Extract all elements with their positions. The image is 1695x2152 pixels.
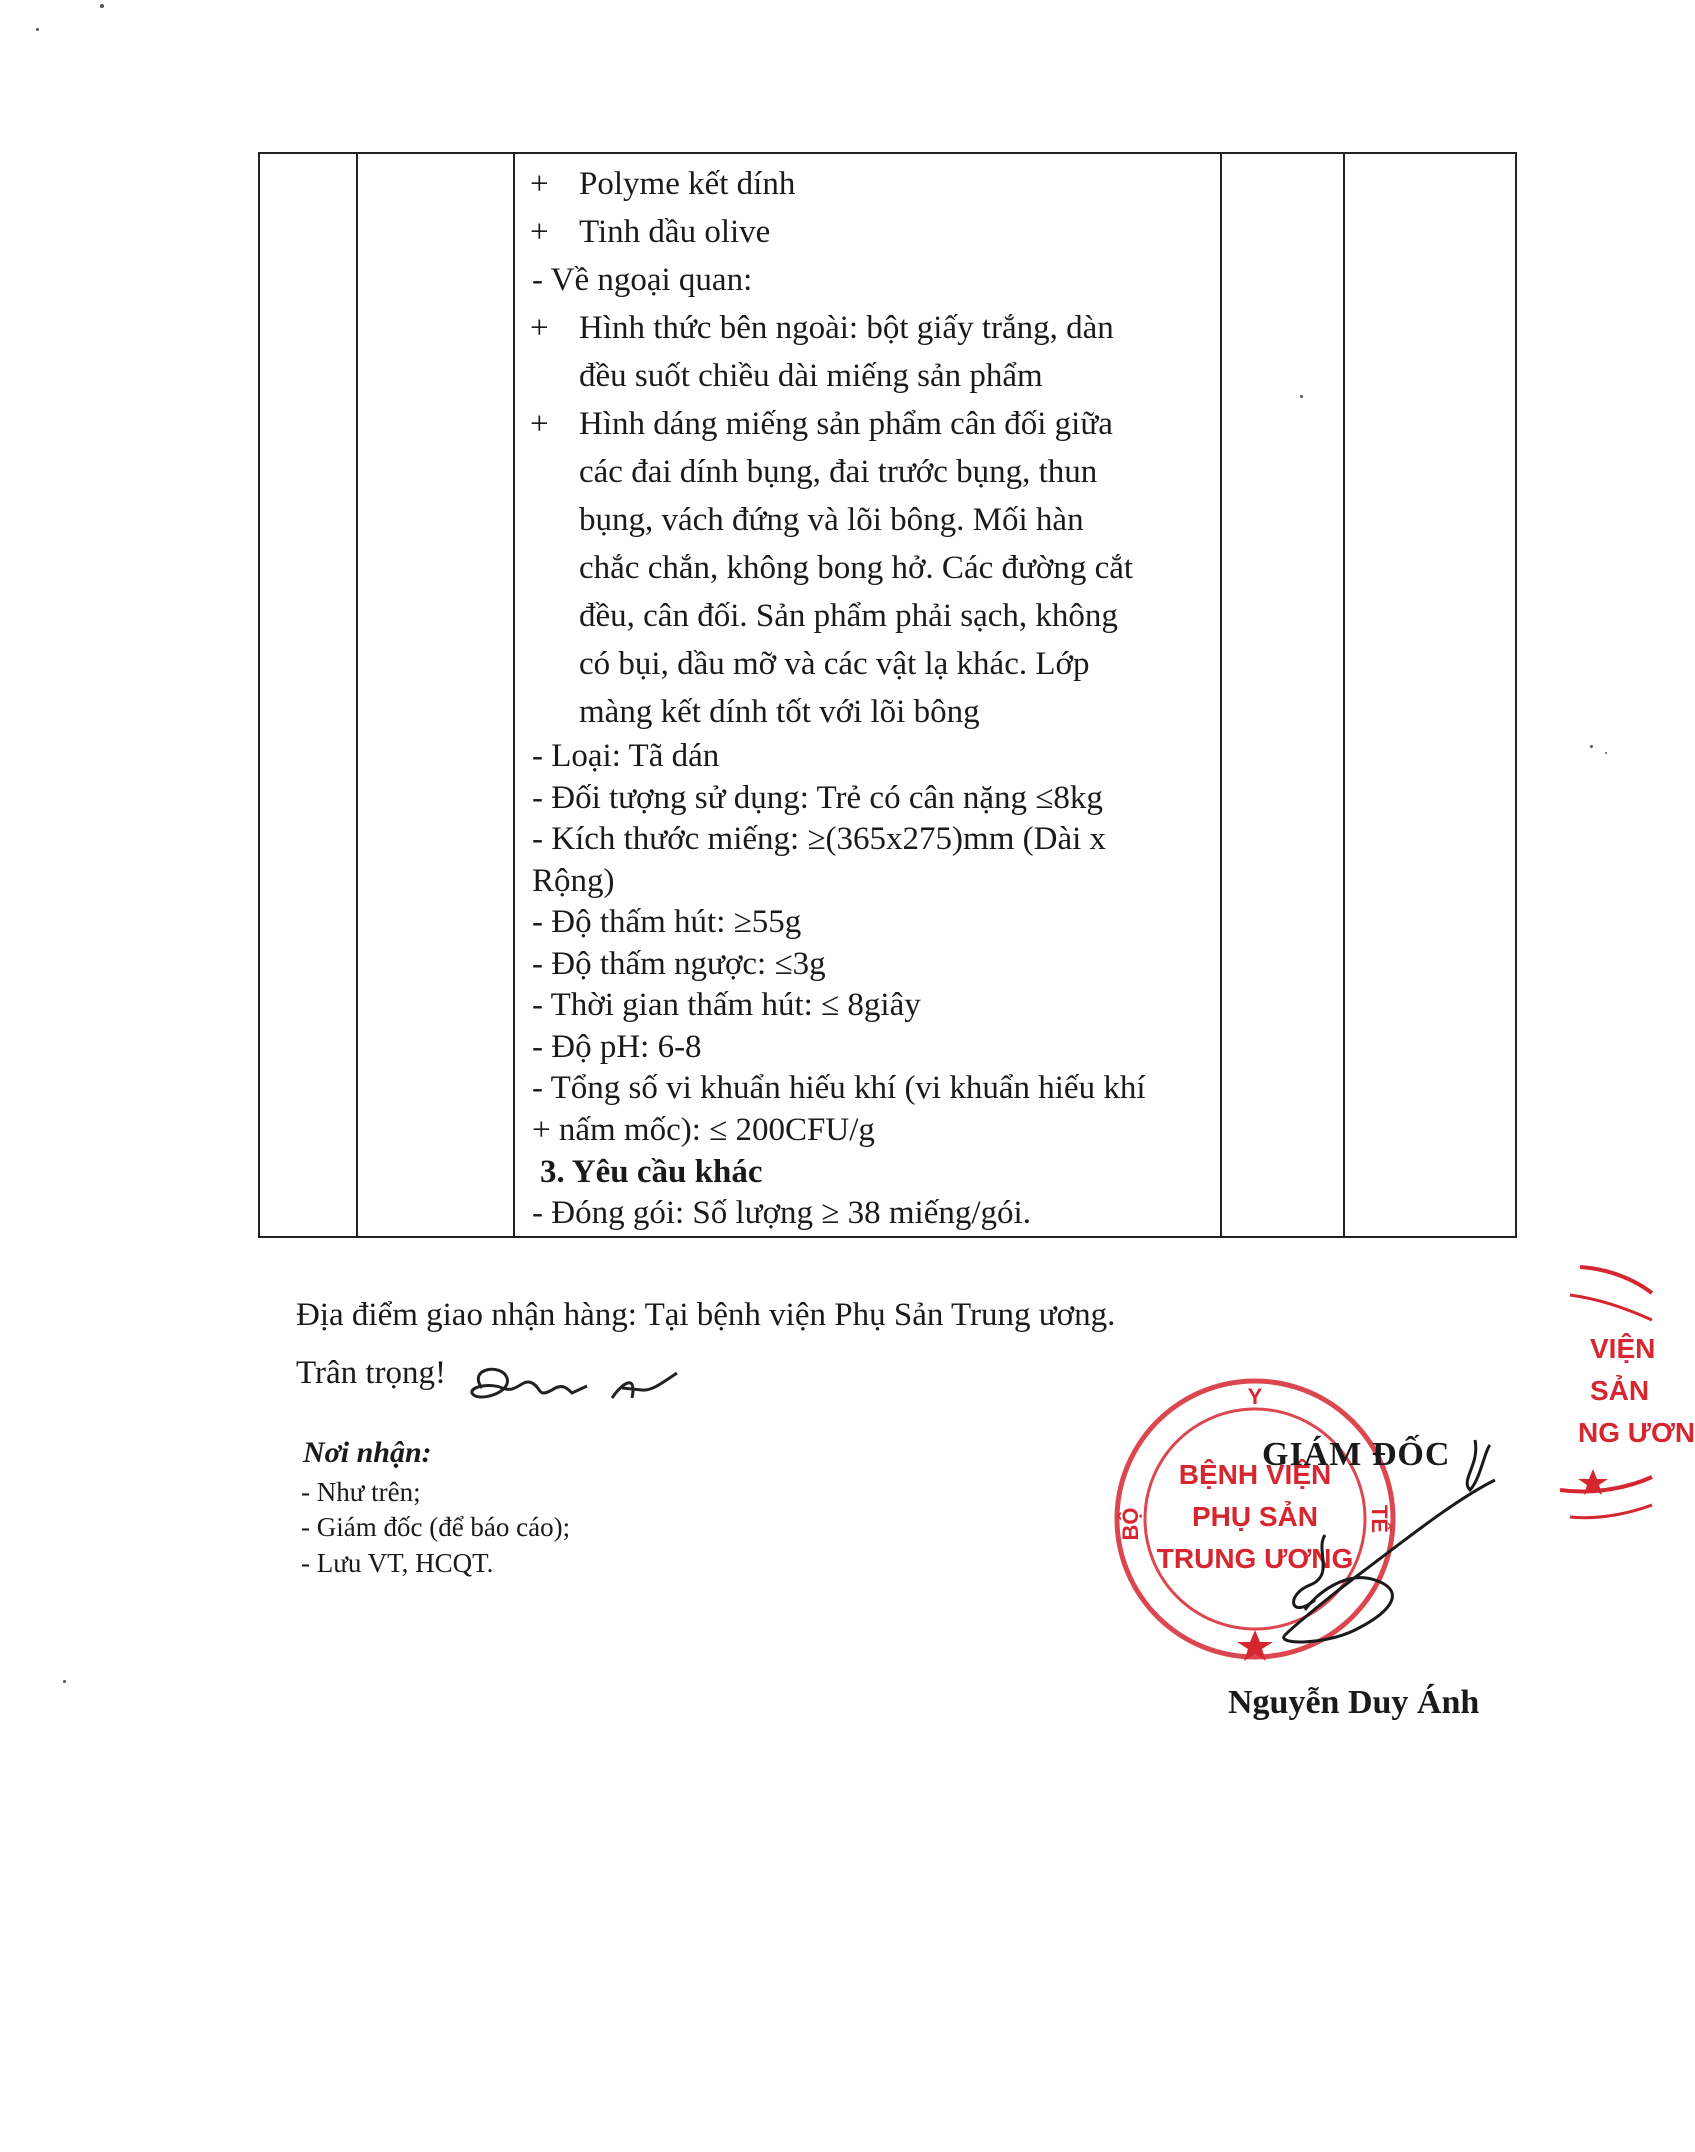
spec-line (524, 985, 1204, 1027)
plus-bullet: + (530, 214, 549, 250)
spec-line (524, 256, 1204, 304)
spec-line (524, 304, 1204, 352)
partial-stamp (1550, 1255, 1695, 1545)
scan-speck (63, 1680, 66, 1683)
spec-line-text: Hình thức bên ngoài: bột giấy trắng, dàn (579, 310, 1114, 346)
delivery-location: Địa điểm giao nhận hàng: Tại bệnh viện Phụ Sản Trung ương. (296, 1297, 1116, 1333)
scan-speck (100, 4, 104, 8)
partial-stamp-line-2: SẢN (1590, 1375, 1650, 1406)
specification-table (258, 152, 1517, 1238)
scan-speck (36, 28, 39, 31)
plus-bullet: + (530, 310, 549, 346)
spec-line (524, 902, 1204, 944)
spec-line-text: + nấm mốc): ≤ 200CFU/g (532, 1111, 875, 1148)
spec-line (524, 544, 1204, 592)
spec-line-text: - Độ thấm ngược: ≤3g (532, 945, 826, 982)
plus-bullet: + (530, 166, 549, 202)
stamp-line-3: TRUNG ƯƠNG (1156, 1543, 1354, 1574)
table-column-divider (1343, 154, 1345, 1236)
spec-line (524, 352, 1204, 400)
spec-line (524, 861, 1204, 903)
spec-line-text: bụng, vách đứng và lõi bông. Mối hàn (579, 502, 1084, 538)
recipient-item: - Lưu VT, HCQT. (301, 1548, 494, 1578)
spec-line (524, 400, 1204, 448)
table-column-divider (1220, 154, 1222, 1236)
spec-line (524, 208, 1204, 256)
spec-line (524, 819, 1204, 861)
stamp-left-text: BỘ (1118, 1507, 1143, 1541)
spec-line-text: - Đối tượng sử dụng: Trẻ có cân nặng ≤8kg (532, 779, 1103, 816)
spec-line-text: chắc chắn, không bong hở. Các đường cắt (579, 550, 1134, 586)
spec-line (524, 1193, 1204, 1235)
spec-line (524, 944, 1204, 986)
stamp-line-1: BỆNH VIỆN (1178, 1459, 1332, 1490)
spec-line-text: - Thời gian thấm hút: ≤ 8giây (532, 987, 921, 1023)
spec-line-text: - Đóng gói: Số lượng ≥ 38 miếng/gói. (532, 1195, 1031, 1231)
spec-line (524, 1027, 1204, 1069)
plus-bullet: + (530, 406, 549, 442)
handwritten-initials (462, 1358, 692, 1418)
spec-line (524, 1110, 1204, 1152)
spec-line-text: Tinh dầu olive (579, 214, 771, 250)
signer-title: GIÁM ĐỐC (1262, 1436, 1451, 1473)
partial-stamp-line-1: VIỆN (1590, 1333, 1656, 1364)
spec-line-text: Polyme kết dính (579, 166, 796, 202)
spec-line-text: - Độ pH: 6-8 (532, 1028, 702, 1065)
recipient-item: - Giám đốc (để báo cáo); (301, 1512, 571, 1542)
spec-line (524, 592, 1204, 640)
scan-speck (1300, 395, 1303, 398)
spec-line (524, 778, 1204, 820)
spec-line-text: các đai dính bụng, đai trước bụng, thun (579, 454, 1098, 490)
spec-line-text: đều suốt chiều dài miếng sản phẩm (579, 358, 1043, 394)
spec-line (524, 1068, 1204, 1110)
spec-line-text: Rộng) (532, 862, 615, 899)
table-column-divider (356, 154, 358, 1236)
recipient-item: - Như trên; (301, 1477, 421, 1507)
spec-line-text: màng kết dính tốt với lõi bông (579, 694, 980, 730)
spec-line (524, 160, 1204, 208)
spec-line-text: Hình dáng miếng sản phẩm cân đối giữa (579, 406, 1113, 442)
spec-line-text: 3. Yêu cầu khác (540, 1154, 763, 1190)
spec-line (524, 496, 1204, 544)
stamp-top-text: Y (1247, 1384, 1263, 1409)
spec-line (524, 640, 1204, 688)
spec-line-text: có bụi, dầu mỡ và các vật lạ khác. Lớp (579, 646, 1090, 682)
signer-name: Nguyễn Duy Ánh (1228, 1684, 1480, 1721)
spec-line-text: đều, cân đối. Sản phẩm phải sạch, không (579, 598, 1118, 634)
specification-cell (524, 160, 1204, 1235)
scan-speck (1590, 745, 1593, 748)
scan-speck (1605, 752, 1607, 754)
spec-line (524, 688, 1204, 736)
spec-line-text: - Độ thấm hút: ≥55g (532, 904, 802, 940)
spec-line (524, 1151, 1204, 1193)
stamp-line-2: PHỤ SẢN (1191, 1501, 1319, 1532)
spec-line-text: - Kích thước miếng: ≥(365x275)mm (Dài x (532, 821, 1107, 857)
spec-line (524, 736, 1204, 778)
spec-line-text: - Về ngoại quan: (532, 262, 753, 298)
stamp-right-text: TẾ (1367, 1504, 1392, 1534)
table-column-divider (513, 154, 515, 1236)
recipients-title: Nơi nhận: (303, 1436, 432, 1469)
spec-line-text: - Loại: Tã dán (532, 738, 720, 774)
spec-line-text: - Tổng số vi khuẩn hiếu khí (vi khuẩn hiếu khí (532, 1070, 1146, 1106)
spec-line (524, 448, 1204, 496)
director-signature (1255, 1420, 1535, 1660)
closing-greeting: Trân trọng! (296, 1355, 447, 1391)
partial-stamp-line-3: NG ƯƠN (1578, 1417, 1695, 1448)
